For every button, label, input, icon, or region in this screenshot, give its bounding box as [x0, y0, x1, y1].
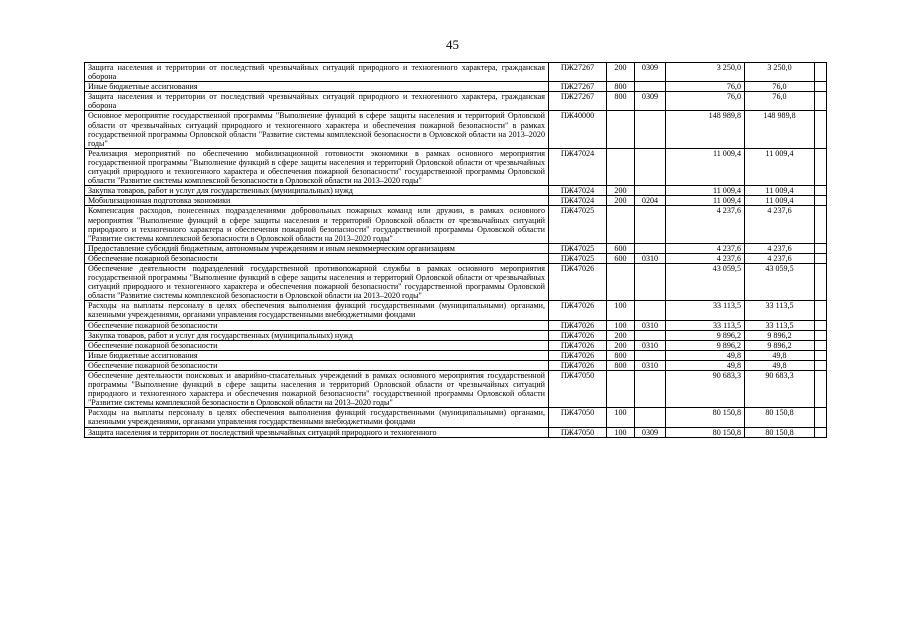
row-expense-type: 800	[607, 82, 635, 92]
row-name-text: Обеспечение пожарной безопасности	[88, 253, 218, 263]
table-row	[85, 206, 827, 243]
row-name-text: Основное мероприятие государственной программы "Выполнение функций в сфере защиты населения и территорий Орловской области от чрезвычайных ситуаций природного и техногенного характера и обеспечения пожарной безопасности" в рамках государственной программы Орловской области "Развитие системы комплексной безопасности в Орловской области на 2013–2020 годы"	[88, 111, 545, 148]
row-sum-2: 33 113,5	[745, 301, 815, 320]
row-sum-1: 80 150,8	[666, 427, 745, 437]
row-sum-1: 80 150,8	[666, 408, 745, 427]
row-sum-2: 4 237,6	[745, 253, 815, 263]
row-empty-cell	[815, 82, 827, 92]
row-empty-cell	[815, 63, 827, 82]
row-sum-2: 4 237,6	[745, 206, 815, 243]
table-row	[85, 330, 827, 340]
row-empty-cell	[815, 111, 827, 148]
row-sum-2: 49,8	[745, 360, 815, 370]
row-name-text: Обеспечение деятельности подразделений государственной противопожарной службы в рамках основного мероприятия государственной программы "Выполнение функций в сфере защиты населения и территорий Орловской области от чрезвычайных ситуаций природного и техногенного характера и обеспечения пожарной безопасности" государственной программы Орловской области "Развитие системы комплексной безопасности в Орловской области на 2013–2020 годы"	[88, 263, 545, 301]
row-sum-2: 49,8	[745, 350, 815, 360]
row-empty-cell	[815, 301, 827, 320]
row-sum-2: 9 896,2	[745, 340, 815, 350]
row-sum-2: 76,0	[745, 82, 815, 92]
row-empty-cell	[815, 320, 827, 330]
row-sum-1: 49,8	[666, 350, 745, 360]
row-sum-2: 11 009,4	[745, 196, 815, 206]
row-expense-type: 800	[607, 92, 635, 111]
row-sum-1: 4 237,6	[666, 206, 745, 243]
row-code: ПЖ47026	[549, 360, 607, 370]
row-expense-type: 200	[607, 340, 635, 350]
row-sum-2: 33 113,5	[745, 320, 815, 330]
row-section: 0310	[635, 360, 666, 370]
table-row	[85, 253, 827, 263]
row-expense-type: 800	[607, 360, 635, 370]
row-section	[635, 111, 666, 148]
row-expense-type	[607, 111, 635, 148]
table-row	[85, 82, 827, 92]
row-sum-2: 90 683,3	[745, 371, 815, 408]
row-name-text: Расходы на выплаты персоналу в целях обеспечения выполнения функций государственными (муниципальными) органами, казенными учреждениями, органами управления государственными внебюджетными фондами	[88, 408, 545, 427]
table-row	[85, 92, 827, 111]
row-sum-1: 33 113,5	[666, 320, 745, 330]
row-name	[85, 408, 549, 427]
row-code: ПЖ47025	[549, 243, 607, 253]
row-expense-type: 200	[607, 330, 635, 340]
row-name-text: Мобилизационная подготовка экономики	[88, 196, 231, 206]
row-sum-1: 9 896,2	[666, 340, 745, 350]
row-sum-1: 76,0	[666, 92, 745, 111]
row-section	[635, 82, 666, 92]
row-expense-type: 200	[607, 186, 635, 196]
row-code: ПЖ47026	[549, 340, 607, 350]
row-code: ПЖ47024	[549, 186, 607, 196]
table-row	[85, 301, 827, 320]
row-code: ПЖ47024	[549, 148, 607, 185]
row-sum-1: 33 113,5	[666, 301, 745, 320]
table-body	[85, 63, 827, 438]
row-section: 0204	[635, 196, 666, 206]
row-name-text: Защита населения и территории от последствий чрезвычайных ситуаций природного и техногенного	[88, 427, 437, 437]
row-section	[635, 186, 666, 196]
row-sum-2: 148 989,8	[745, 111, 815, 148]
table-row	[85, 186, 827, 196]
row-expense-type: 800	[607, 350, 635, 360]
table-row	[85, 111, 827, 148]
row-name	[85, 371, 549, 408]
row-section	[635, 148, 666, 185]
row-section	[635, 263, 666, 300]
row-expense-type: 200	[607, 63, 635, 82]
row-section	[635, 243, 666, 253]
row-name	[85, 243, 549, 253]
row-empty-cell	[815, 408, 827, 427]
row-sum-2: 80 150,8	[745, 408, 815, 427]
row-sum-2: 9 896,2	[745, 330, 815, 340]
row-section: 0309	[635, 427, 666, 437]
row-empty-cell	[815, 330, 827, 340]
table-row	[85, 320, 827, 330]
row-sum-1: 43 059,5	[666, 263, 745, 300]
row-sum-2: 4 237,6	[745, 243, 815, 253]
row-name-text: Расходы на выплаты персоналу в целях обеспечения выполнения функций государственными (муниципальными) органами, казенными учреждениями, органами управления государственными внебюджетными фондами	[88, 301, 545, 320]
row-expense-type	[607, 263, 635, 300]
row-name-text: Закупка товаров, работ и услуг для государственных (муниципальных) нужд	[88, 186, 353, 196]
row-name	[85, 263, 549, 300]
row-code: ПЖ27267	[549, 92, 607, 111]
row-name	[85, 340, 549, 350]
row-sum-1: 11 009,4	[666, 196, 745, 206]
row-section: 0310	[635, 340, 666, 350]
row-expense-type: 100	[607, 320, 635, 330]
row-empty-cell	[815, 206, 827, 243]
row-name	[85, 111, 549, 148]
row-empty-cell	[815, 243, 827, 253]
row-code: ПЖ47050	[549, 371, 607, 408]
row-code: ПЖ47026	[549, 301, 607, 320]
row-name	[85, 186, 549, 196]
table-row	[85, 427, 827, 437]
row-sum-2: 43 059,5	[745, 263, 815, 300]
row-expense-type: 100	[607, 301, 635, 320]
row-sum-2: 11 009,4	[745, 148, 815, 185]
row-name	[85, 253, 549, 263]
row-expense-type: 100	[607, 427, 635, 437]
row-name	[85, 350, 549, 360]
row-empty-cell	[815, 253, 827, 263]
row-sum-1: 9 896,2	[666, 330, 745, 340]
row-code: ПЖ27267	[549, 63, 607, 82]
row-code: ПЖ47050	[549, 408, 607, 427]
row-section: 0310	[635, 253, 666, 263]
table-row	[85, 148, 827, 185]
row-name-text: Компенсация расходов, понесенных подразделениями добровольных пожарных команд или дружин, в рамках основного мероприятия "Выполнение функций в сфере защиты населения и территорий Орловской области от чрезвычайных ситуаций природного и техногенного характера и обеспечения пожарной безопасности" государственной программы Орловской области "Развитие системы комплексной безопасности в Орловской области на 2013–2020 годы"	[88, 206, 545, 243]
row-section	[635, 350, 666, 360]
row-sum-1: 4 237,6	[666, 253, 745, 263]
row-name-text: Обеспечение деятельности поисковых и аварийно-спасательных учреждений в рамках основного мероприятия государственной программы "Выполнение функций в сфере защиты населения и территорий Орловской области от чрезвычайных ситуаций природного и техногенного характера и обеспечения пожарной безопасности" государственной программы Орловской области "Развитие системы комплексной безопасности в Орловской области на 2013–2020 годы"	[88, 371, 545, 408]
row-code: ПЖ47026	[549, 330, 607, 340]
row-sum-1: 76,0	[666, 82, 745, 92]
row-section	[635, 408, 666, 427]
row-name-text: Защита населения и территории от последствий чрезвычайных ситуаций природного и техногенного характера, гражданская оборона	[88, 92, 545, 111]
row-name-text: Иные бюджетные ассигнования	[88, 350, 198, 360]
row-name-text: Предоставление субсидий бюджетным, автономным учреждениям и иным некоммерческим организациям	[88, 243, 455, 253]
row-sum-1: 148 989,8	[666, 111, 745, 148]
row-name	[85, 360, 549, 370]
row-section: 0309	[635, 92, 666, 111]
row-sum-2: 80 150,8	[745, 427, 815, 437]
row-code: ПЖ40000	[549, 111, 607, 148]
row-code: ПЖ47026	[549, 350, 607, 360]
row-name	[85, 320, 549, 330]
table-row	[85, 63, 827, 82]
budget-table	[84, 62, 827, 438]
row-empty-cell	[815, 371, 827, 408]
row-name	[85, 427, 549, 437]
row-name-text: Защита населения и территории от последствий чрезвычайных ситуаций природного и техногенного характера, гражданская оборона	[88, 63, 545, 82]
row-empty-cell	[815, 92, 827, 111]
row-code: ПЖ47025	[549, 206, 607, 243]
row-empty-cell	[815, 263, 827, 300]
table-row	[85, 360, 827, 370]
table-row	[85, 243, 827, 253]
row-expense-type	[607, 371, 635, 408]
table-row	[85, 350, 827, 360]
table-row	[85, 196, 827, 206]
row-expense-type	[607, 206, 635, 243]
row-sum-1: 4 237,6	[666, 243, 745, 253]
row-empty-cell	[815, 148, 827, 185]
row-expense-type: 600	[607, 243, 635, 253]
row-empty-cell	[815, 360, 827, 370]
row-empty-cell	[815, 427, 827, 437]
row-name-text: Иные бюджетные ассигнования	[88, 82, 198, 92]
row-empty-cell	[815, 350, 827, 360]
row-expense-type: 600	[607, 253, 635, 263]
row-section: 0309	[635, 63, 666, 82]
row-name	[85, 301, 549, 320]
row-section	[635, 301, 666, 320]
row-name	[85, 63, 549, 82]
row-sum-2: 11 009,4	[745, 186, 815, 196]
row-name	[85, 196, 549, 206]
row-sum-1: 90 683,3	[666, 371, 745, 408]
row-code: ПЖ47026	[549, 263, 607, 300]
row-name-text: Обеспечение пожарной безопасности	[88, 360, 218, 370]
row-code: ПЖ47026	[549, 320, 607, 330]
row-name	[85, 330, 549, 340]
row-section	[635, 330, 666, 340]
row-section	[635, 206, 666, 243]
table-row	[85, 340, 827, 350]
row-name-text: Закупка товаров, работ и услуг для государственных (муниципальных) нужд	[88, 330, 353, 340]
row-section	[635, 371, 666, 408]
row-expense-type	[607, 148, 635, 185]
row-code: ПЖ47050	[549, 427, 607, 437]
row-code: ПЖ47024	[549, 196, 607, 206]
row-name-text: Обеспечение пожарной безопасности	[88, 320, 218, 330]
row-section: 0310	[635, 320, 666, 330]
row-expense-type: 100	[607, 408, 635, 427]
row-sum-1: 3 250,0	[666, 63, 745, 82]
table-row	[85, 408, 827, 427]
row-empty-cell	[815, 186, 827, 196]
row-sum-1: 11 009,4	[666, 186, 745, 196]
row-name-text: Реализация мероприятий по обеспечению мобилизационной готовности экономики в рамках основного мероприятия государственной программы "Выполнение функций в сфере защиты населения и территорий Орловской области от чрезвычайных ситуаций природного и техногенного характера и обеспечения пожарной безопасности" государственной программы Орловской области "Развитие системы комплексной безопасности в Орловской области на 2013–2020 годы"	[88, 148, 545, 186]
row-name	[85, 82, 549, 92]
row-empty-cell	[815, 340, 827, 350]
row-sum-1: 11 009,4	[666, 148, 745, 185]
row-name-text: Обеспечение пожарной безопасности	[88, 340, 218, 350]
row-code: ПЖ47025	[549, 253, 607, 263]
table-row	[85, 371, 827, 408]
row-sum-2: 3 250,0	[745, 63, 815, 82]
row-name	[85, 148, 549, 185]
row-sum-1: 49,8	[666, 360, 745, 370]
row-name	[85, 92, 549, 111]
row-code: ПЖ27267	[549, 82, 607, 92]
table-row	[85, 263, 827, 300]
page-number: 45	[446, 37, 459, 52]
row-expense-type: 200	[607, 196, 635, 206]
row-empty-cell	[815, 196, 827, 206]
row-sum-2: 76,0	[745, 92, 815, 111]
row-name	[85, 206, 549, 243]
